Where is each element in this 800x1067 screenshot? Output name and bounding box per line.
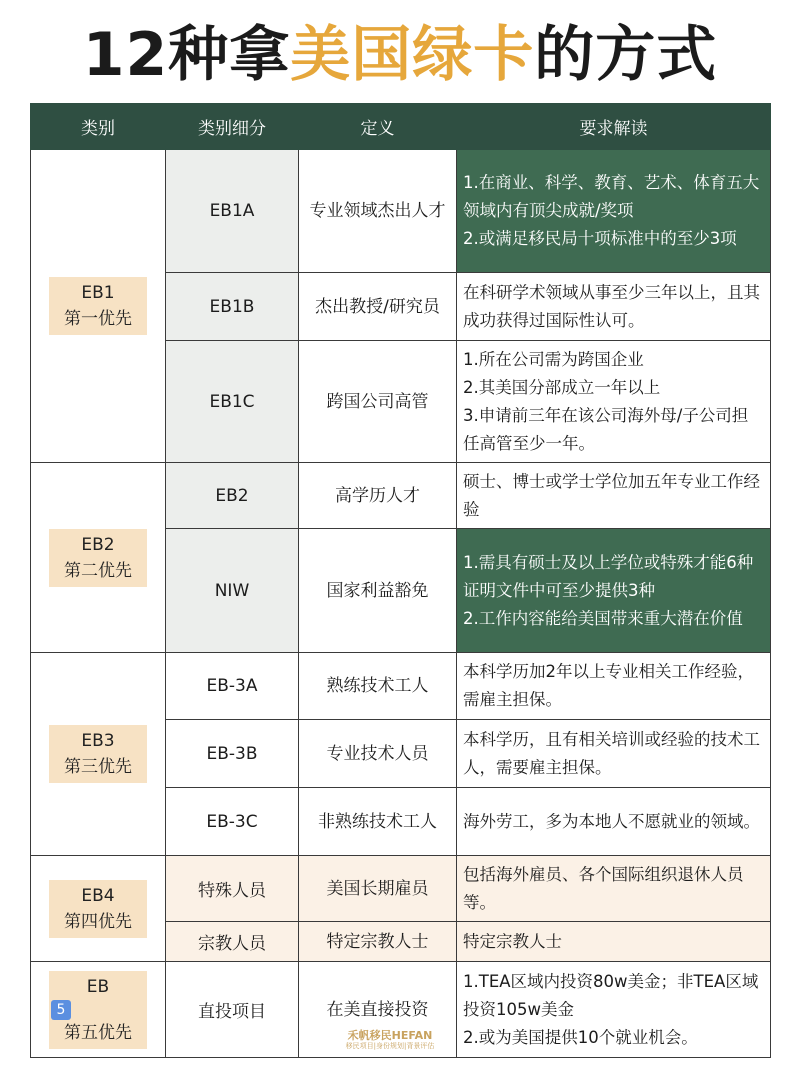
table-row bbox=[31, 653, 771, 720]
header-definition: 定义 bbox=[299, 104, 457, 150]
category-badge bbox=[49, 725, 147, 783]
requirements-cell bbox=[457, 788, 771, 856]
watermark-logo bbox=[325, 1030, 455, 1051]
requirements-cell bbox=[457, 150, 771, 273]
header-requirements: 要求解读 bbox=[457, 104, 771, 150]
definition-text: 熟练技术工人 bbox=[326, 676, 429, 696]
title-highlight: 美国绿卡 bbox=[290, 20, 535, 90]
requirement-line: 2.工作内容能给美国带来重大潜在价值 bbox=[463, 608, 743, 628]
category-eb2 bbox=[31, 463, 166, 653]
subcategory-cell: 宗教人员 bbox=[166, 922, 299, 962]
requirement-line: 在科研学术领域从事至少三年以上，且其成功获得过国际性认可。 bbox=[463, 282, 760, 330]
category-eb1 bbox=[31, 150, 166, 463]
category-badge bbox=[49, 971, 147, 1049]
definition-text: 高学历人才 bbox=[335, 485, 420, 506]
definition-cell bbox=[299, 720, 457, 788]
definition-text: 杰出教授/研究员 bbox=[315, 296, 440, 317]
definition-text: 专业技术人员 bbox=[326, 743, 429, 764]
title-part1: 12种拿 bbox=[82, 20, 291, 90]
subcategory-cell: 特殊人员 bbox=[166, 856, 299, 922]
green-card-table bbox=[30, 103, 771, 1058]
definition-text: 国家利益豁免 bbox=[326, 580, 429, 601]
category-name: 第一优先 bbox=[64, 309, 132, 329]
definition-cell bbox=[299, 788, 457, 856]
requirement-line: 包括海外雇员、各个国际组织退休人员等。 bbox=[463, 864, 744, 912]
requirement-line: 硕士、博士或学士学位加五年专业工作经验 bbox=[463, 471, 760, 519]
category-code: EB1 bbox=[81, 283, 115, 303]
requirements-cell bbox=[457, 653, 771, 720]
page-title bbox=[0, 0, 800, 100]
definition-text: 非熟练技术工人 bbox=[318, 811, 437, 832]
subcategory-cell: EB2 bbox=[166, 463, 299, 529]
definition-cell bbox=[299, 150, 457, 273]
subcategory-cell: EB-3B bbox=[166, 720, 299, 788]
definition-cell bbox=[299, 653, 457, 720]
category-name: 第四优先 bbox=[64, 911, 132, 932]
category-eb4 bbox=[31, 856, 166, 962]
category-code: EB2 bbox=[81, 534, 115, 555]
category-code: EB4 bbox=[81, 885, 115, 906]
subcategory-cell: 直投项目 bbox=[166, 962, 299, 1058]
requirement-line: 本科学历，且有相关培训或经验的技术工人，需要雇主担保。 bbox=[463, 729, 760, 777]
requirement-line: 本科学历加2年以上专业相关工作经验，需雇主担保。 bbox=[463, 662, 754, 709]
requirement-line: 3.申请前三年在该公司海外母/子公司担任高管至少一年。 bbox=[463, 405, 749, 453]
requirement-line: 1.需具有硕士及以上学位或特殊才能6种证明文件中可至少提供3种 bbox=[463, 552, 754, 600]
requirement-line: 海外劳工，多为本地人不愿就业的领域。 bbox=[463, 811, 760, 831]
table-row bbox=[31, 150, 771, 273]
category-eb5 bbox=[31, 962, 166, 1058]
subcategory-cell: EB-3C bbox=[166, 788, 299, 856]
definition-text: 特定宗教人士 bbox=[326, 931, 429, 952]
definition-cell bbox=[299, 463, 457, 529]
definition-cell bbox=[299, 273, 457, 341]
definition-cell bbox=[299, 922, 457, 962]
definition-cell bbox=[299, 856, 457, 922]
requirement-line: 1.所在公司需为跨国企业 bbox=[463, 349, 644, 369]
subcategory-cell: EB1C bbox=[166, 341, 299, 463]
category-eb3 bbox=[31, 653, 166, 856]
header-category: 类别 bbox=[31, 104, 166, 150]
definition-cell bbox=[299, 341, 457, 463]
category-name: 第五优先 bbox=[64, 1022, 132, 1043]
category-badge bbox=[49, 880, 147, 938]
requirements-cell bbox=[457, 962, 771, 1058]
definition-text: 在美直接投资 bbox=[326, 999, 429, 1020]
number-5-icon: 5 bbox=[51, 1000, 71, 1020]
category-badge bbox=[49, 529, 147, 587]
header-subcategory: 类别细分 bbox=[166, 104, 299, 150]
subcategory-cell: EB-3A bbox=[166, 653, 299, 720]
definition-cell bbox=[299, 529, 457, 653]
category-code: EB3 bbox=[81, 731, 115, 751]
requirements-cell bbox=[457, 463, 771, 529]
requirement-line: 2.或为美国提供10个就业机会。 bbox=[463, 1027, 698, 1047]
title-part2: 的方式 bbox=[534, 20, 718, 90]
requirements-cell bbox=[457, 273, 771, 341]
definition-text: 跨国公司高管 bbox=[326, 391, 429, 412]
table-row bbox=[31, 463, 771, 529]
requirements-cell bbox=[457, 341, 771, 463]
requirements-cell bbox=[457, 856, 771, 922]
watermark-line1: 禾帆移民HEFAN bbox=[347, 1029, 433, 1042]
category-code: EB 5 bbox=[49, 974, 147, 1020]
requirement-line: 2.或满足移民局十项标准中的至少3项 bbox=[463, 229, 737, 248]
category-name: 第二优先 bbox=[64, 560, 132, 581]
requirement-line: 1.在商业、科学、教育、艺术、体育五大领域内有顶尖成就/奖项 bbox=[463, 173, 760, 220]
requirement-line: 1.TEA区域内投资80w美金；非TEA区域投资105w美金 bbox=[463, 971, 759, 1019]
subcategory-cell: EB1B bbox=[166, 273, 299, 341]
requirements-cell bbox=[457, 720, 771, 788]
requirements-cell bbox=[457, 922, 771, 962]
table-row bbox=[31, 856, 771, 922]
subcategory-cell: EB1A bbox=[166, 150, 299, 273]
header-row bbox=[31, 104, 771, 150]
requirement-line: 2.其美国分部成立一年以上 bbox=[463, 377, 661, 397]
category-badge bbox=[49, 277, 147, 335]
subcategory-cell: NIW bbox=[166, 529, 299, 653]
definition-text: 专业领域杰出人才 bbox=[309, 201, 446, 221]
category-name: 第三优先 bbox=[64, 757, 132, 777]
definition-text: 美国长期雇员 bbox=[326, 878, 429, 899]
requirements-cell bbox=[457, 529, 771, 653]
watermark-line2: 移民项目|身份规划|背景评估 bbox=[345, 1042, 435, 1050]
requirement-line: 特定宗教人士 bbox=[463, 931, 562, 951]
